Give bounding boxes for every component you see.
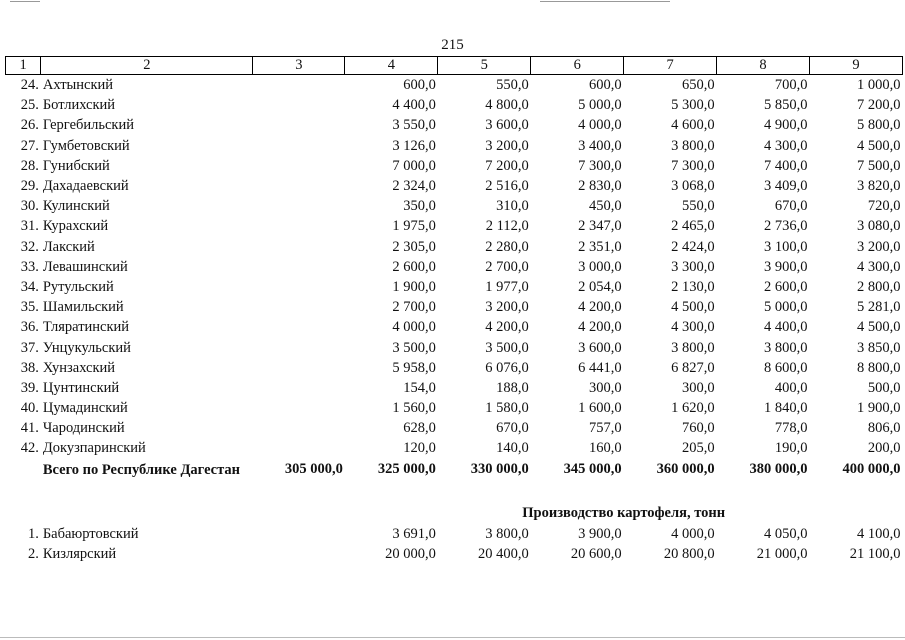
value-cell-c3 <box>253 176 345 196</box>
value-cell-c9: 7 200,0 <box>857 97 901 114</box>
value-cell-c4: 154,0 <box>403 379 436 396</box>
value-cell-c8: 7 400,0 <box>764 157 808 174</box>
value-cell-c3 <box>253 317 345 337</box>
district-name: Шамильский <box>42 299 124 316</box>
scan-artifact <box>0 637 905 638</box>
row-number: 36. <box>20 319 39 336</box>
value-cell-c4: 3 126,0 <box>392 137 436 154</box>
row-number: 38. <box>20 359 39 376</box>
value-cell-c7: 300,0 <box>681 379 715 396</box>
section-row <box>6 502 903 524</box>
value-cell-c4: 600,0 <box>403 77 436 94</box>
value-cell-c6: 2 830,0 <box>578 178 622 195</box>
value-cell-c9: 4 500,0 <box>857 319 901 336</box>
value-cell-c7: 3 300,0 <box>671 258 715 275</box>
value-cell-c4: 2 324,0 <box>392 178 436 195</box>
value-cell-c8: 4 300,0 <box>764 137 808 154</box>
value-cell-c4: 2 700,0 <box>392 299 436 316</box>
value-cell-c3 <box>253 95 345 115</box>
value-cell-c7: 360 000,0 <box>656 460 715 477</box>
value-cell-c9: 1 900,0 <box>857 400 901 417</box>
value-cell-c7: 4 000,0 <box>671 525 715 542</box>
row-number: 41. <box>20 420 39 437</box>
district-name: Кулинский <box>42 198 110 215</box>
district-name: Гунибский <box>42 157 110 174</box>
row-number: 26. <box>20 117 39 134</box>
value-cell-c8: 4 400,0 <box>764 319 808 336</box>
spacer-row <box>6 480 903 502</box>
row-number: 34. <box>20 278 39 295</box>
value-cell-c5: 4 200,0 <box>485 319 529 336</box>
page-number: 215 <box>441 37 464 53</box>
district-name: Хунзахский <box>42 359 116 376</box>
value-cell-c9: 2 800,0 <box>857 278 901 295</box>
value-cell-c4: 20 000,0 <box>385 546 436 563</box>
district-name: Тляратинский <box>42 319 130 336</box>
value-cell-c8: 3 900,0 <box>764 258 808 275</box>
value-cell-c4: 1 560,0 <box>392 400 436 417</box>
value-cell-c9: 8 800,0 <box>857 359 901 376</box>
section-spacer <box>6 502 345 524</box>
value-cell-c6: 3 400,0 <box>578 137 622 154</box>
value-cell-c5: 3 200,0 <box>485 137 529 154</box>
value-cell-c9: 3 200,0 <box>857 238 901 255</box>
section-title: Производство картофеля, тонн <box>522 504 726 521</box>
value-cell-c9: 200,0 <box>867 440 901 457</box>
district-name: Гергебильский <box>42 117 134 134</box>
value-cell-c3 <box>253 438 345 458</box>
value-cell-c9: 500,0 <box>867 379 901 396</box>
value-cell-c8: 3 100,0 <box>764 238 808 255</box>
value-cell-c3 <box>253 358 345 378</box>
column-header: 3 <box>253 57 345 75</box>
value-cell-c4: 1 900,0 <box>392 278 436 295</box>
value-cell-c6: 7 300,0 <box>578 157 622 174</box>
value-cell-c8: 190,0 <box>774 440 808 457</box>
value-cell-c3 <box>253 136 345 156</box>
district-name: Дахадаевский <box>42 178 129 195</box>
value-cell-c3 <box>253 524 345 544</box>
row-number: 25. <box>20 97 39 114</box>
district-name: Рутульский <box>42 278 114 295</box>
value-cell-c4: 350,0 <box>403 198 436 215</box>
value-cell-c5: 188,0 <box>496 379 529 396</box>
value-cell-c6: 4 000,0 <box>578 117 622 134</box>
value-cell-c4: 4 000,0 <box>392 319 436 336</box>
row-number: 28. <box>20 157 39 174</box>
district-name: Ботлихский <box>42 97 116 114</box>
value-cell-c9: 5 800,0 <box>857 117 901 134</box>
value-cell-c6: 2 347,0 <box>578 218 622 235</box>
table-row <box>6 544 903 564</box>
value-cell-c6: 300,0 <box>589 379 622 396</box>
scan-artifact <box>540 1 670 2</box>
column-header: 1 <box>6 57 41 75</box>
value-cell-c5: 3 800,0 <box>485 525 529 542</box>
value-cell-c8: 400,0 <box>774 379 808 396</box>
value-cell-c5: 330 000,0 <box>470 460 529 477</box>
value-cell-c8: 8 600,0 <box>764 359 808 376</box>
value-cell-c8: 5 850,0 <box>764 97 808 114</box>
column-header-row <box>6 57 903 75</box>
value-cell-c9: 21 100,0 <box>849 546 901 563</box>
table-row <box>6 337 903 357</box>
value-cell-c3 <box>253 277 345 297</box>
value-cell-c7: 5 300,0 <box>671 97 715 114</box>
district-name: Бабаюртовский <box>42 525 139 542</box>
value-cell-c9: 3 820,0 <box>857 178 901 195</box>
table-row <box>6 75 903 96</box>
value-cell-c5: 670,0 <box>496 420 529 437</box>
value-cell-c4: 120,0 <box>403 440 436 457</box>
value-cell-c5: 2 700,0 <box>485 258 529 275</box>
value-cell-c6: 3 600,0 <box>578 339 622 356</box>
value-cell-c8: 670,0 <box>774 198 808 215</box>
value-cell-c9: 4 100,0 <box>857 525 901 542</box>
column-header: 8 <box>717 57 810 75</box>
row-number <box>6 459 41 480</box>
table-row <box>6 115 903 135</box>
value-cell-c5: 6 076,0 <box>485 359 529 376</box>
value-cell-c8: 380 000,0 <box>749 460 808 477</box>
value-cell-c6: 160,0 <box>589 440 622 457</box>
value-cell-c6: 6 441,0 <box>578 359 622 376</box>
value-cell-c8: 3 409,0 <box>764 178 808 195</box>
value-cell-c5: 7 200,0 <box>485 157 529 174</box>
row-number: 39. <box>20 379 39 396</box>
value-cell-c8: 2 736,0 <box>764 218 808 235</box>
value-cell-c5: 3 600,0 <box>485 117 529 134</box>
scan-artifact <box>10 1 40 2</box>
district-name: Докузпаринский <box>42 440 146 457</box>
value-cell-c7: 2 424,0 <box>671 238 715 255</box>
value-cell-c7: 4 300,0 <box>671 319 715 336</box>
value-cell-c5: 2 280,0 <box>485 238 529 255</box>
value-cell-c7: 4 600,0 <box>671 117 715 134</box>
district-name: Цунтинский <box>42 379 120 396</box>
table-body <box>6 75 903 565</box>
row-number: 37. <box>20 339 39 356</box>
table-row <box>6 257 903 277</box>
value-cell-c7: 760,0 <box>681 420 715 437</box>
value-cell-c5: 1 977,0 <box>485 278 529 295</box>
district-name: Унцукульский <box>42 339 131 356</box>
value-cell-c8: 3 800,0 <box>764 339 808 356</box>
table-row <box>6 297 903 317</box>
value-cell-c5: 1 580,0 <box>485 400 529 417</box>
value-cell-c4: 325 000,0 <box>377 460 436 477</box>
district-name: Курахский <box>42 218 109 235</box>
value-cell-c9: 7 500,0 <box>857 157 901 174</box>
district-name: Чародинский <box>42 420 125 437</box>
table-row <box>6 378 903 398</box>
value-cell-c3 <box>253 75 345 96</box>
district-name: Кизлярский <box>42 546 117 563</box>
value-cell-c3 <box>253 544 345 564</box>
district-name: Ахтынский <box>42 77 114 94</box>
row-number: 32. <box>20 238 39 255</box>
value-cell-c5: 310,0 <box>496 198 529 215</box>
table-row <box>6 196 903 216</box>
value-cell-c4: 628,0 <box>403 420 436 437</box>
row-number: 24. <box>20 77 39 94</box>
district-name: Цумадинский <box>42 400 128 417</box>
value-cell-c8: 778,0 <box>774 420 808 437</box>
value-cell-c5: 550,0 <box>496 77 529 94</box>
value-cell-c7: 1 620,0 <box>671 400 715 417</box>
value-cell-c6: 3 900,0 <box>578 525 622 542</box>
value-cell-c8: 4 900,0 <box>764 117 808 134</box>
value-cell-c6: 600,0 <box>589 77 622 94</box>
value-cell-c5: 140,0 <box>496 440 529 457</box>
value-cell-c4: 1 975,0 <box>392 218 436 235</box>
row-number: 29. <box>20 178 39 195</box>
row-number: 42. <box>20 440 39 457</box>
value-cell-c7: 550,0 <box>681 198 715 215</box>
column-header: 5 <box>438 57 531 75</box>
value-cell-c7: 4 500,0 <box>671 299 715 316</box>
value-cell-c4: 3 691,0 <box>392 525 436 542</box>
value-cell-c4: 4 400,0 <box>392 97 436 114</box>
table-row <box>6 136 903 156</box>
value-cell-c7: 3 068,0 <box>671 178 715 195</box>
column-header: 9 <box>810 57 903 75</box>
value-cell-c7: 2 465,0 <box>671 218 715 235</box>
value-cell-c4: 2 600,0 <box>392 258 436 275</box>
total-row <box>6 459 903 480</box>
value-cell-c8: 700,0 <box>774 77 808 94</box>
value-cell-c8: 2 600,0 <box>764 278 808 295</box>
value-cell-c6: 2 054,0 <box>578 278 622 295</box>
row-number: 27. <box>20 137 39 154</box>
value-cell-c9: 806,0 <box>867 420 901 437</box>
value-cell-c7: 2 130,0 <box>671 278 715 295</box>
value-cell-c6: 4 200,0 <box>578 299 622 316</box>
value-cell-c9: 400 000,0 <box>842 460 901 477</box>
value-cell-c3 <box>253 216 345 236</box>
value-cell-c5: 4 800,0 <box>485 97 529 114</box>
value-cell-c5: 3 200,0 <box>485 299 529 316</box>
table-row <box>6 277 903 297</box>
table-row <box>6 95 903 115</box>
value-cell-c7: 3 800,0 <box>671 137 715 154</box>
table-row <box>6 216 903 236</box>
district-name: Всего по Республике Дагестан <box>42 461 241 478</box>
value-cell-c7: 205,0 <box>681 440 715 457</box>
column-header: 6 <box>531 57 624 75</box>
value-cell-c3 <box>253 115 345 135</box>
value-cell-c3 <box>253 418 345 438</box>
row-number: 2. <box>27 546 39 563</box>
value-cell-c9: 1 000,0 <box>857 77 901 94</box>
value-cell-c6: 3 000,0 <box>578 258 622 275</box>
value-cell-c7: 3 800,0 <box>671 339 715 356</box>
value-cell-c3 <box>253 196 345 216</box>
value-cell-c7: 7 300,0 <box>671 157 715 174</box>
column-header: 7 <box>624 57 717 75</box>
value-cell-c3 <box>253 378 345 398</box>
value-cell-c3 <box>253 237 345 257</box>
value-cell-c6: 4 200,0 <box>578 319 622 336</box>
value-cell-c6: 757,0 <box>589 420 622 437</box>
row-number: 30. <box>20 198 39 215</box>
value-cell-c4: 3 500,0 <box>392 339 436 356</box>
district-name: Лакский <box>42 238 95 255</box>
value-cell-c9: 3 850,0 <box>857 339 901 356</box>
table-row <box>6 438 903 458</box>
value-cell-c7: 20 800,0 <box>663 546 715 563</box>
value-cell-c5: 3 500,0 <box>485 339 529 356</box>
value-cell-c6: 450,0 <box>589 198 622 215</box>
value-cell-c6: 345 000,0 <box>563 460 622 477</box>
table-row <box>6 176 903 196</box>
value-cell-c5: 20 400,0 <box>477 546 529 563</box>
value-cell-c3: 305 000,0 <box>284 460 343 477</box>
row-number: 40. <box>20 400 39 417</box>
value-cell-c8: 4 050,0 <box>764 525 808 542</box>
data-table <box>5 56 903 564</box>
value-cell-c9: 720,0 <box>867 198 901 215</box>
value-cell-c8: 21 000,0 <box>756 546 808 563</box>
row-number: 1. <box>27 525 39 542</box>
value-cell-c4: 3 550,0 <box>392 117 436 134</box>
value-cell-c3 <box>253 257 345 277</box>
value-cell-c4: 7 000,0 <box>392 157 436 174</box>
value-cell-c5: 2 516,0 <box>485 178 529 195</box>
row-number: 31. <box>20 218 39 235</box>
value-cell-c9: 4 300,0 <box>857 258 901 275</box>
value-cell-c3 <box>253 337 345 357</box>
row-number: 33. <box>20 258 39 275</box>
value-cell-c5: 2 112,0 <box>485 218 529 235</box>
row-number: 35. <box>20 299 39 316</box>
value-cell-c7: 6 827,0 <box>671 359 715 376</box>
value-cell-c9: 5 281,0 <box>857 299 901 316</box>
table-row <box>6 358 903 378</box>
value-cell-c3 <box>253 156 345 176</box>
spacer-cell <box>6 480 903 502</box>
table-row <box>6 317 903 337</box>
table-row <box>6 237 903 257</box>
table-row <box>6 398 903 418</box>
table-row <box>6 156 903 176</box>
value-cell-c8: 1 840,0 <box>764 400 808 417</box>
table-row <box>6 418 903 438</box>
value-cell-c8: 5 000,0 <box>764 299 808 316</box>
column-header: 2 <box>41 57 253 75</box>
district-name: Гумбетовский <box>42 137 130 154</box>
value-cell-c3 <box>253 297 345 317</box>
column-header: 4 <box>345 57 438 75</box>
value-cell-c9: 3 080,0 <box>857 218 901 235</box>
value-cell-c4: 5 958,0 <box>392 359 436 376</box>
value-cell-c7: 650,0 <box>681 77 715 94</box>
value-cell-c6: 1 600,0 <box>578 400 622 417</box>
value-cell-c9: 4 500,0 <box>857 137 901 154</box>
value-cell-c6: 5 000,0 <box>578 97 622 114</box>
district-name: Левашинский <box>42 258 128 275</box>
value-cell-c6: 20 600,0 <box>570 546 622 563</box>
value-cell-c4: 2 305,0 <box>392 238 436 255</box>
value-cell-c3 <box>253 398 345 418</box>
value-cell-c6: 2 351,0 <box>578 238 622 255</box>
table-row <box>6 524 903 544</box>
